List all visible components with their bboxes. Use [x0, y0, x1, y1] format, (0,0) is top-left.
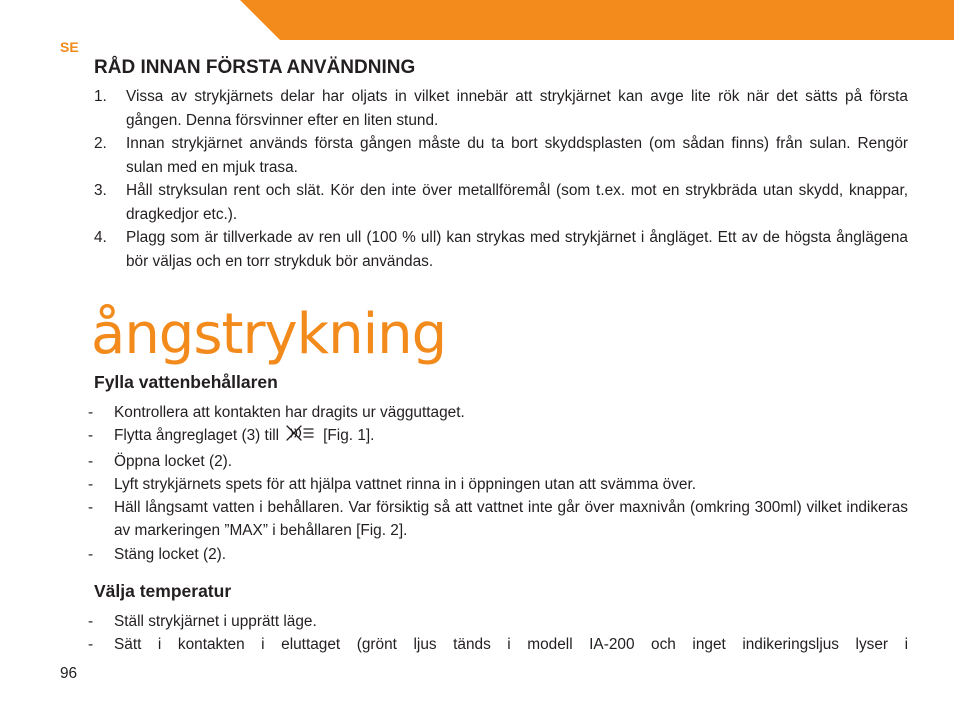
- header-accent-bar: [240, 0, 954, 40]
- list-item: - Sätt i kontakten i eluttaget (grönt ljus tänds i modell IA-200 och inget indikeringsljus lyser i: [88, 636, 908, 654]
- fill-steps-list: [88, 401, 908, 566]
- select-temperature-heading: Välja temperatur: [94, 581, 232, 602]
- list-item: - Stäng locket (2).: [88, 545, 227, 563]
- list-item: - Häll långsamt vatten i behållaren. Var försiktig så att vattnet inte går över maxnivån (omkring 300ml) vilket indikeras av markeringen ”MAX” i behållaren [Fig. 2].: [88, 499, 908, 540]
- section-title: RÅD INNAN FÖRSTA ANVÄNDNING: [94, 57, 416, 78]
- list-item: - Kontrollera att kontakten har dragits ur vägguttaget.: [88, 404, 465, 421]
- list-item: - Öppna locket (2).: [88, 452, 233, 470]
- list-item: - Ställ strykjärnet i upprätt läge.: [88, 613, 317, 631]
- list-item: 3. Håll stryksulan rent och slät. Kör den inte över metallföremål (som t.ex. mot en strykbräda utan skydd, knappar, dragkedjor etc.).: [94, 182, 908, 223]
- list-item: 2. Innan strykjärnet används första gången måste du ta bort skyddsplasten (om sådan finns) från sulan. Rengör sulan med en mjuk trasa.: [94, 135, 908, 176]
- list-item: 1. Vissa av strykjärnets delar har oljats in vilket innebär att strykjärnet kan avge lite rök när det sätts på första gången. Denna försvinner efter en liten stund.: [94, 88, 908, 129]
- dry-iron-symbol-icon: [285, 424, 315, 449]
- list-item: - Flytta ångreglaget (3) till [Fig. 1].: [88, 424, 908, 449]
- temperature-steps-list: [88, 610, 908, 657]
- tips-list: [94, 85, 908, 273]
- fill-water-heading: Fylla vattenbehållaren: [94, 372, 278, 392]
- page-number: 96: [60, 665, 78, 682]
- list-item: 4. Plagg som är tillverkade av ren ull (100 % ull) kan strykas med strykjärnet i ångläget. Ett av de högsta ånglägena bör väljas och en torr strykduk bör användas.: [94, 229, 908, 270]
- list-item: - Lyft strykjärnets spets för att hjälpa vattnet rinna in i öppningen utan att svämma över.: [88, 475, 697, 493]
- page-content: [88, 56, 908, 657]
- language-code: SE: [60, 39, 79, 55]
- chapter-title: ångstrykning: [91, 302, 447, 367]
